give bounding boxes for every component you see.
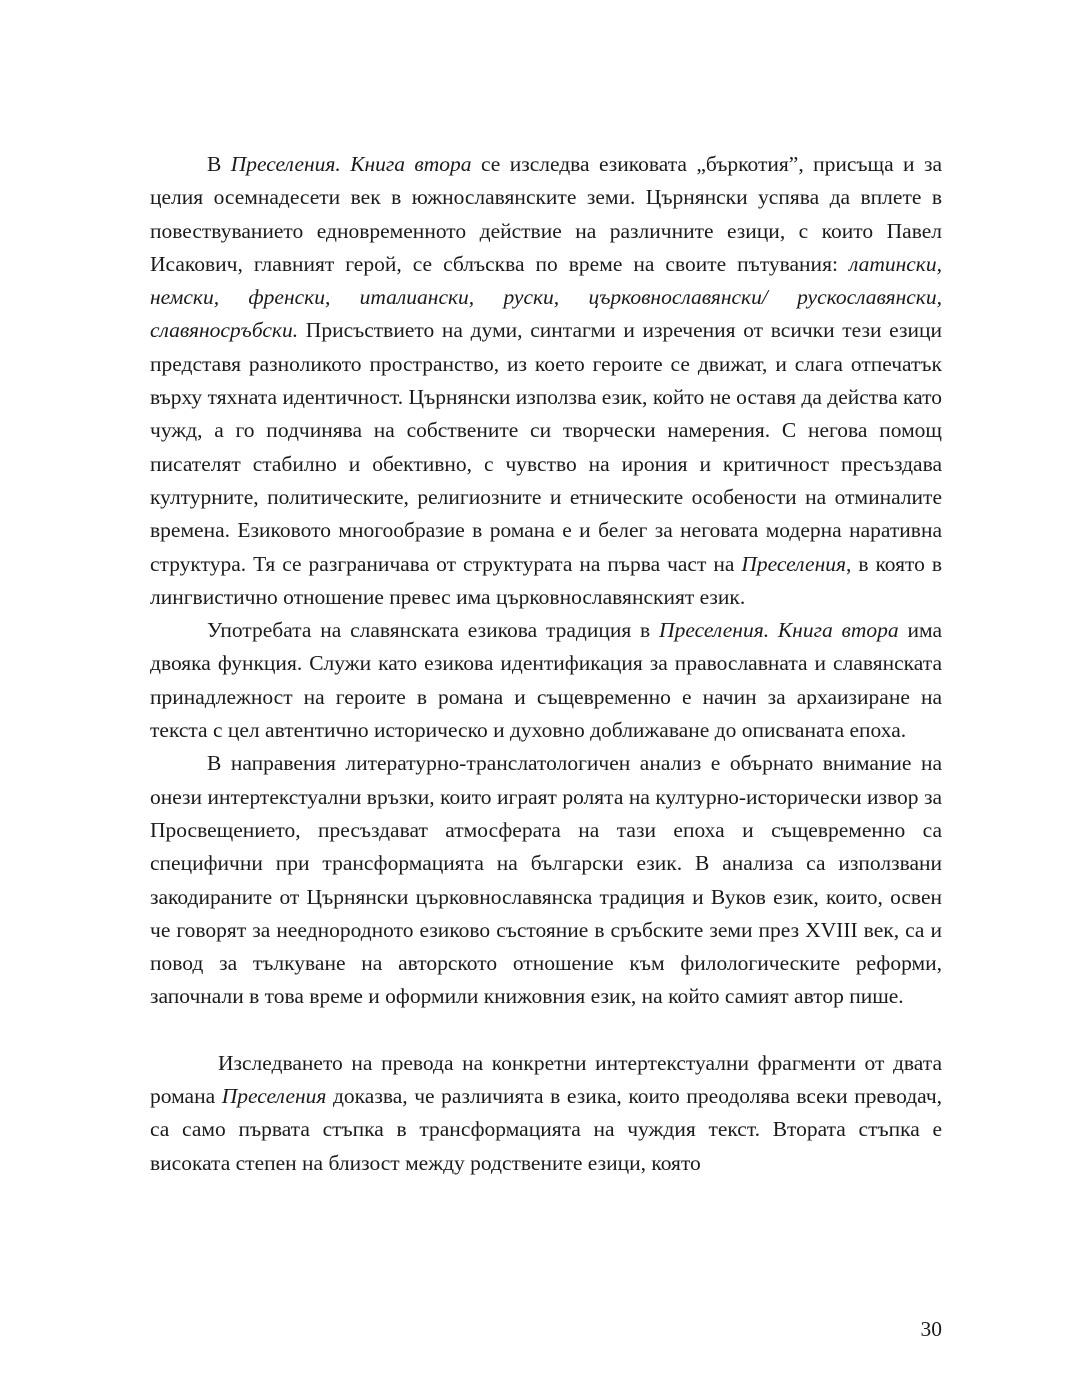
document-body bbox=[150, 148, 942, 1180]
paragraph-3-run-1: В направения литературно-транслатологичен анализ е обърнато внимание на онези интертекстуални връзки, които играят ролята на културно-исторически извор за Просвещението, пресъздават атмосферата на тази епоха и същевременно са специфични при трансформацията на български език. В анализа са използвани закодираните от Църнянски църковнославянска традиция и Вуков език, които, освен че говорят за нееднородното езиково състояние в сръбските земи през XVIII век, са и повод за тълкуване на авторското отношение към филологическите реформи, започнали в това време и оформили книжовния език, на който самият автор пише. bbox=[150, 751, 942, 1009]
book-title-italic: Преселения bbox=[741, 551, 846, 576]
page-number: 30 bbox=[920, 1317, 942, 1341]
book-title-italic: Преселения. Книга втора bbox=[659, 618, 899, 643]
paragraph-1-run-1: В bbox=[207, 152, 231, 176]
paragraph-4-run-1: Изследването на превода на конкретни интертекстуални фрагменти от двата романа bbox=[150, 1050, 942, 1109]
paragraph-2-run-3: има двояка функция. Служи като езикова идентификация за православната и славянската принадлежност на героите в романа и същевременно е начин за архаизиране на текста с цел автентично историческо и духовно доближаване до описваната епоха. bbox=[150, 618, 942, 743]
language-list-italic: латински, немски, френски, италиански, руски, църковнославянски/ рускославянски, славяносръбски. bbox=[150, 251, 942, 343]
paragraph-1-run-7: , в която в лингвистично отношение превес има църковнославянският език. bbox=[150, 551, 942, 609]
paragraph-2-run-1: Употребата на славянската езикова традиция в bbox=[207, 618, 660, 643]
paragraph-1-run-3: се изследва езиковата „бъркотия”, присъща и за целия осемнадесети век в южнославянските земи. Църнянски успява да вплете в повествуванието едновременното действие на различните езици, с които Павел Исакович, главният герой, се сблъсква по време на своите пътувания: bbox=[150, 152, 942, 276]
book-title-italic: Преселения bbox=[221, 1084, 327, 1109]
paragraph-1-run-5: Присъствието на думи, синтагми и изречения от всички тези езици представя разноликото пространство, из което героите се движат, и слага отпечатък върху тяхната идентичност. Църнянски използва език, който не оставя да действа като чужд, а го подчинява на собствените си творчески намерения. С негова помощ писателят стабилно и обективно, с чувство на ирония и критичност пресъздава културните, политическите, религиозните и етническите особености на отминалите времена. Езиковото многообразие в романа е и белег за неговата модерна наративна структура. Тя се разграничава от структурата на първа част на bbox=[150, 318, 942, 576]
paragraph-4-run-3: доказва, че различията в езика, които преодолява всеки преводач, са само първата стъпка в трансформацията на чуждия текст. Втората стъпка е високата степен на близост между родствените езици, която bbox=[150, 1084, 943, 1175]
paragraph-3 bbox=[150, 747, 942, 1013]
book-title-italic: Преселения. Книга втора bbox=[230, 152, 472, 176]
paragraph-2 bbox=[150, 614, 942, 747]
paragraph-1 bbox=[150, 148, 942, 614]
paragraph-4 bbox=[150, 1047, 942, 1180]
